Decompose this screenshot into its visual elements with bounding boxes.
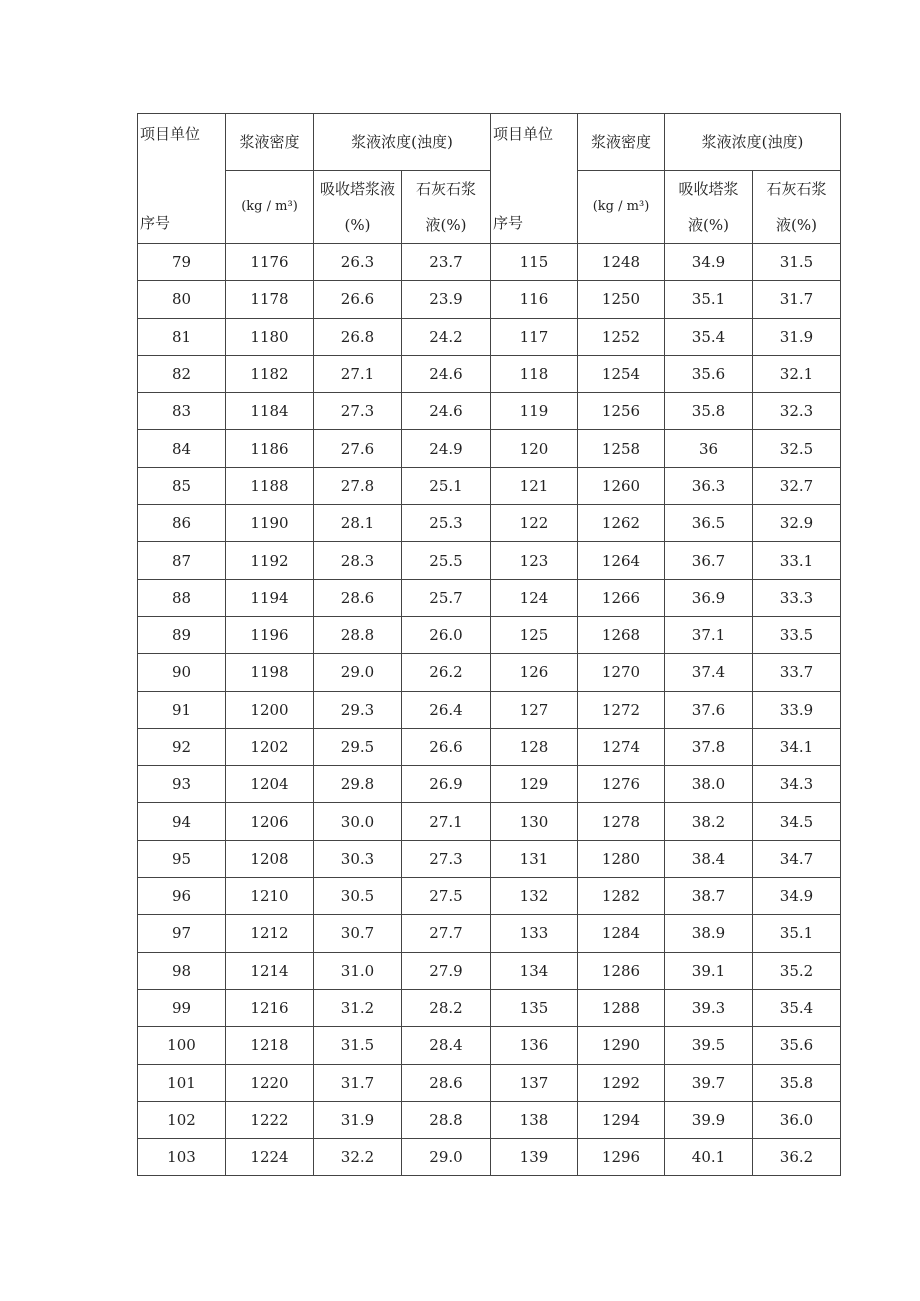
right-absorber-cell: 35.1: [665, 281, 753, 318]
table-row: [138, 467, 841, 504]
right-limestone-cell: 36.0: [753, 1101, 841, 1138]
left-absorber-cell: 31.7: [314, 1064, 402, 1101]
right-absorber-cell: 37.1: [665, 616, 753, 653]
right-absorber-label: 吸收塔浆: [678, 180, 739, 198]
table-row: [138, 728, 841, 765]
right-density-cell: 1280: [578, 840, 665, 877]
table-row: [138, 393, 841, 430]
left-limestone-cell: 25.3: [402, 505, 491, 542]
left-limestone-cell: 25.1: [402, 467, 491, 504]
right-absorber-cell: 40.1: [665, 1139, 753, 1176]
right-density-cell: 1268: [578, 616, 665, 653]
right-seq-cell: 131: [491, 840, 578, 877]
left-density-cell: 1192: [226, 542, 314, 579]
table-body: [138, 244, 841, 1176]
right-limestone-cell: 32.1: [753, 355, 841, 392]
table-row: [138, 915, 841, 952]
right-seq-cell: 137: [491, 1064, 578, 1101]
right-absorber-cell: 36: [665, 430, 753, 467]
table-row: [138, 616, 841, 653]
left-absorber-unit: (%): [344, 216, 371, 234]
right-limestone-cell: 31.5: [753, 244, 841, 281]
right-limestone-cell: 34.7: [753, 840, 841, 877]
left-absorber-cell: 28.6: [314, 579, 402, 616]
right-density-cell: 1262: [578, 505, 665, 542]
right-absorber-cell: 37.4: [665, 654, 753, 691]
right-limestone-cell: 32.5: [753, 430, 841, 467]
right-absorber-cell: 35.8: [665, 393, 753, 430]
left-limestone-cell: 25.5: [402, 542, 491, 579]
left-seq-cell: 94: [138, 803, 226, 840]
right-density-cell: 1274: [578, 728, 665, 765]
left-absorber-cell: 31.9: [314, 1101, 402, 1138]
right-seq-cell: 124: [491, 579, 578, 616]
right-limestone-label: 石灰石浆: [766, 180, 827, 198]
left-seq-label: 序号: [140, 214, 171, 232]
right-limestone-header: [753, 171, 841, 244]
left-density-cell: 1194: [226, 579, 314, 616]
left-seq-cell: 102: [138, 1101, 226, 1138]
left-seq-cell: 92: [138, 728, 226, 765]
right-absorber-cell: 38.4: [665, 840, 753, 877]
right-absorber-unit: 液(%): [688, 216, 729, 234]
table-header: [138, 114, 841, 244]
left-corner-header: [138, 114, 226, 244]
right-density-unit: (kg / m³): [578, 171, 665, 244]
left-absorber-header: [314, 171, 402, 244]
right-absorber-cell: 39.3: [665, 989, 753, 1026]
right-limestone-unit: 液(%): [776, 216, 817, 234]
left-limestone-cell: 26.4: [402, 691, 491, 728]
left-density-cell: 1202: [226, 728, 314, 765]
left-seq-cell: 90: [138, 654, 226, 691]
right-absorber-cell: 36.3: [665, 467, 753, 504]
left-density-cell: 1214: [226, 952, 314, 989]
right-density-cell: 1270: [578, 654, 665, 691]
right-density-cell: 1294: [578, 1101, 665, 1138]
right-seq-cell: 120: [491, 430, 578, 467]
left-density-cell: 1210: [226, 878, 314, 915]
left-density-cell: 1208: [226, 840, 314, 877]
left-seq-cell: 82: [138, 355, 226, 392]
left-seq-cell: 89: [138, 616, 226, 653]
left-absorber-cell: 32.2: [314, 1139, 402, 1176]
table-row: [138, 840, 841, 877]
left-limestone-cell: 27.1: [402, 803, 491, 840]
left-seq-cell: 84: [138, 430, 226, 467]
left-seq-cell: 95: [138, 840, 226, 877]
right-density-cell: 1250: [578, 281, 665, 318]
left-density-cell: 1224: [226, 1139, 314, 1176]
left-absorber-cell: 29.3: [314, 691, 402, 728]
left-density-cell: 1180: [226, 318, 314, 355]
left-seq-cell: 98: [138, 952, 226, 989]
right-concentration-header: 浆液浓度(浊度): [665, 114, 841, 171]
right-density-cell: 1288: [578, 989, 665, 1026]
right-absorber-cell: 38.7: [665, 878, 753, 915]
right-density-cell: 1252: [578, 318, 665, 355]
left-density-cell: 1220: [226, 1064, 314, 1101]
right-density-cell: 1286: [578, 952, 665, 989]
left-seq-cell: 100: [138, 1027, 226, 1064]
right-seq-cell: 115: [491, 244, 578, 281]
density-table: [137, 113, 841, 1176]
left-seq-cell: 80: [138, 281, 226, 318]
left-absorber-cell: 29.8: [314, 766, 402, 803]
right-seq-cell: 139: [491, 1139, 578, 1176]
table-row: [138, 952, 841, 989]
left-limestone-cell: 27.9: [402, 952, 491, 989]
left-seq-cell: 86: [138, 505, 226, 542]
left-limestone-cell: 29.0: [402, 1139, 491, 1176]
right-absorber-cell: 36.7: [665, 542, 753, 579]
right-absorber-cell: 39.9: [665, 1101, 753, 1138]
left-limestone-cell: 24.9: [402, 430, 491, 467]
right-seq-cell: 136: [491, 1027, 578, 1064]
left-limestone-cell: 28.2: [402, 989, 491, 1026]
right-density-cell: 1258: [578, 430, 665, 467]
right-seq-cell: 116: [491, 281, 578, 318]
left-absorber-cell: 27.1: [314, 355, 402, 392]
left-seq-cell: 99: [138, 989, 226, 1026]
left-limestone-cell: 24.2: [402, 318, 491, 355]
right-absorber-cell: 38.9: [665, 915, 753, 952]
right-density-cell: 1290: [578, 1027, 665, 1064]
right-seq-cell: 119: [491, 393, 578, 430]
left-absorber-cell: 30.3: [314, 840, 402, 877]
right-seq-cell: 135: [491, 989, 578, 1026]
right-density-cell: 1276: [578, 766, 665, 803]
left-seq-cell: 103: [138, 1139, 226, 1176]
left-absorber-cell: 27.8: [314, 467, 402, 504]
right-absorber-header: [665, 171, 753, 244]
right-absorber-cell: 34.9: [665, 244, 753, 281]
table-row: [138, 430, 841, 467]
right-corner-header: [491, 114, 578, 244]
table-row: [138, 691, 841, 728]
right-density-cell: 1284: [578, 915, 665, 952]
table-row: [138, 1101, 841, 1138]
right-limestone-cell: 34.1: [753, 728, 841, 765]
table-row: [138, 1139, 841, 1176]
right-density-cell: 1256: [578, 393, 665, 430]
left-limestone-cell: 24.6: [402, 393, 491, 430]
right-density-cell: 1254: [578, 355, 665, 392]
left-seq-cell: 101: [138, 1064, 226, 1101]
right-limestone-cell: 33.7: [753, 654, 841, 691]
right-seq-cell: 121: [491, 467, 578, 504]
left-limestone-cell: 24.6: [402, 355, 491, 392]
table-row: [138, 1064, 841, 1101]
table-row: [138, 803, 841, 840]
table-row: [138, 542, 841, 579]
right-limestone-cell: 35.6: [753, 1027, 841, 1064]
left-absorber-cell: 30.0: [314, 803, 402, 840]
left-limestone-cell: 28.4: [402, 1027, 491, 1064]
right-seq-cell: 126: [491, 654, 578, 691]
table-row: [138, 766, 841, 803]
left-density-unit: (kg / m³): [226, 171, 314, 244]
left-limestone-label: 石灰石浆: [415, 180, 476, 198]
right-limestone-cell: 33.5: [753, 616, 841, 653]
left-seq-cell: 87: [138, 542, 226, 579]
left-limestone-cell: 26.0: [402, 616, 491, 653]
right-absorber-cell: 38.0: [665, 766, 753, 803]
right-density-cell: 1266: [578, 579, 665, 616]
right-density-cell: 1282: [578, 878, 665, 915]
left-density-cell: 1196: [226, 616, 314, 653]
right-item-unit-label: 项目单位: [493, 125, 554, 143]
left-density-cell: 1190: [226, 505, 314, 542]
left-item-unit-label: 项目单位: [140, 125, 201, 143]
right-limestone-cell: 34.3: [753, 766, 841, 803]
right-limestone-cell: 33.9: [753, 691, 841, 728]
left-density-cell: 1188: [226, 467, 314, 504]
right-limestone-cell: 31.9: [753, 318, 841, 355]
left-density-cell: 1218: [226, 1027, 314, 1064]
right-density-cell: 1292: [578, 1064, 665, 1101]
left-density-cell: 1204: [226, 766, 314, 803]
right-seq-cell: 118: [491, 355, 578, 392]
left-density-cell: 1216: [226, 989, 314, 1026]
left-limestone-cell: 27.3: [402, 840, 491, 877]
left-seq-cell: 85: [138, 467, 226, 504]
left-seq-cell: 79: [138, 244, 226, 281]
right-limestone-cell: 36.2: [753, 1139, 841, 1176]
table-row: [138, 878, 841, 915]
left-limestone-cell: 28.6: [402, 1064, 491, 1101]
left-density-cell: 1198: [226, 654, 314, 691]
right-seq-cell: 122: [491, 505, 578, 542]
right-seq-cell: 133: [491, 915, 578, 952]
right-absorber-cell: 36.5: [665, 505, 753, 542]
left-absorber-cell: 30.5: [314, 878, 402, 915]
table-row: [138, 355, 841, 392]
left-absorber-label: 吸收塔浆液: [319, 180, 395, 198]
left-density-cell: 1178: [226, 281, 314, 318]
table-row: [138, 654, 841, 691]
left-seq-cell: 83: [138, 393, 226, 430]
right-limestone-cell: 35.2: [753, 952, 841, 989]
right-limestone-cell: 33.1: [753, 542, 841, 579]
right-limestone-cell: 35.1: [753, 915, 841, 952]
right-absorber-cell: 39.5: [665, 1027, 753, 1064]
left-seq-cell: 91: [138, 691, 226, 728]
table-row: [138, 989, 841, 1026]
left-absorber-cell: 29.0: [314, 654, 402, 691]
right-seq-cell: 132: [491, 878, 578, 915]
right-limestone-cell: 33.3: [753, 579, 841, 616]
left-limestone-cell: 27.7: [402, 915, 491, 952]
right-seq-cell: 117: [491, 318, 578, 355]
right-seq-cell: 138: [491, 1101, 578, 1138]
table-row: [138, 244, 841, 281]
table-row: [138, 281, 841, 318]
right-seq-cell: 125: [491, 616, 578, 653]
left-absorber-cell: 28.1: [314, 505, 402, 542]
left-seq-cell: 96: [138, 878, 226, 915]
right-limestone-cell: 34.5: [753, 803, 841, 840]
left-density-cell: 1184: [226, 393, 314, 430]
right-limestone-cell: 35.4: [753, 989, 841, 1026]
left-limestone-cell: 28.8: [402, 1101, 491, 1138]
right-limestone-cell: 34.9: [753, 878, 841, 915]
left-absorber-cell: 26.3: [314, 244, 402, 281]
table-row: [138, 1027, 841, 1064]
right-seq-cell: 127: [491, 691, 578, 728]
left-density-cell: 1176: [226, 244, 314, 281]
right-density-cell: 1296: [578, 1139, 665, 1176]
right-seq-cell: 129: [491, 766, 578, 803]
left-density-cell: 1182: [226, 355, 314, 392]
left-seq-cell: 81: [138, 318, 226, 355]
left-absorber-cell: 31.0: [314, 952, 402, 989]
left-absorber-cell: 26.8: [314, 318, 402, 355]
right-absorber-cell: 39.7: [665, 1064, 753, 1101]
left-absorber-cell: 31.5: [314, 1027, 402, 1064]
left-limestone-cell: 27.5: [402, 878, 491, 915]
right-absorber-cell: 36.9: [665, 579, 753, 616]
right-absorber-cell: 39.1: [665, 952, 753, 989]
right-absorber-cell: 37.6: [665, 691, 753, 728]
table-row: [138, 579, 841, 616]
left-limestone-cell: 23.7: [402, 244, 491, 281]
left-limestone-cell: 25.7: [402, 579, 491, 616]
left-limestone-cell: 23.9: [402, 281, 491, 318]
right-density-cell: 1248: [578, 244, 665, 281]
left-absorber-cell: 29.5: [314, 728, 402, 765]
left-absorber-cell: 30.7: [314, 915, 402, 952]
right-absorber-cell: 35.6: [665, 355, 753, 392]
right-density-cell: 1260: [578, 467, 665, 504]
left-density-cell: 1212: [226, 915, 314, 952]
right-limestone-cell: 35.8: [753, 1064, 841, 1101]
left-density-cell: 1206: [226, 803, 314, 840]
left-concentration-header: 浆液浓度(浊度): [314, 114, 491, 171]
right-seq-cell: 134: [491, 952, 578, 989]
right-seq-cell: 130: [491, 803, 578, 840]
left-seq-cell: 88: [138, 579, 226, 616]
right-limestone-cell: 31.7: [753, 281, 841, 318]
right-limestone-cell: 32.7: [753, 467, 841, 504]
left-absorber-cell: 28.8: [314, 616, 402, 653]
right-limestone-cell: 32.9: [753, 505, 841, 542]
left-limestone-unit: 液(%): [425, 216, 467, 234]
left-density-cell: 1186: [226, 430, 314, 467]
right-density-header: 浆液密度: [578, 114, 665, 171]
right-absorber-cell: 37.8: [665, 728, 753, 765]
table-row: [138, 505, 841, 542]
left-density-cell: 1222: [226, 1101, 314, 1138]
left-density-cell: 1200: [226, 691, 314, 728]
left-limestone-cell: 26.2: [402, 654, 491, 691]
right-density-cell: 1278: [578, 803, 665, 840]
left-absorber-cell: 31.2: [314, 989, 402, 1026]
right-seq-label: 序号: [493, 214, 524, 232]
right-seq-cell: 128: [491, 728, 578, 765]
left-limestone-cell: 26.9: [402, 766, 491, 803]
right-absorber-cell: 38.2: [665, 803, 753, 840]
right-absorber-cell: 35.4: [665, 318, 753, 355]
left-density-header: 浆液密度: [226, 114, 314, 171]
left-absorber-cell: 26.6: [314, 281, 402, 318]
left-seq-cell: 97: [138, 915, 226, 952]
right-seq-cell: 123: [491, 542, 578, 579]
left-absorber-cell: 27.6: [314, 430, 402, 467]
left-absorber-cell: 28.3: [314, 542, 402, 579]
right-density-cell: 1272: [578, 691, 665, 728]
right-density-cell: 1264: [578, 542, 665, 579]
table-row: [138, 318, 841, 355]
left-limestone-header: [402, 171, 491, 244]
left-limestone-cell: 26.6: [402, 728, 491, 765]
left-absorber-cell: 27.3: [314, 393, 402, 430]
right-limestone-cell: 32.3: [753, 393, 841, 430]
left-seq-cell: 93: [138, 766, 226, 803]
